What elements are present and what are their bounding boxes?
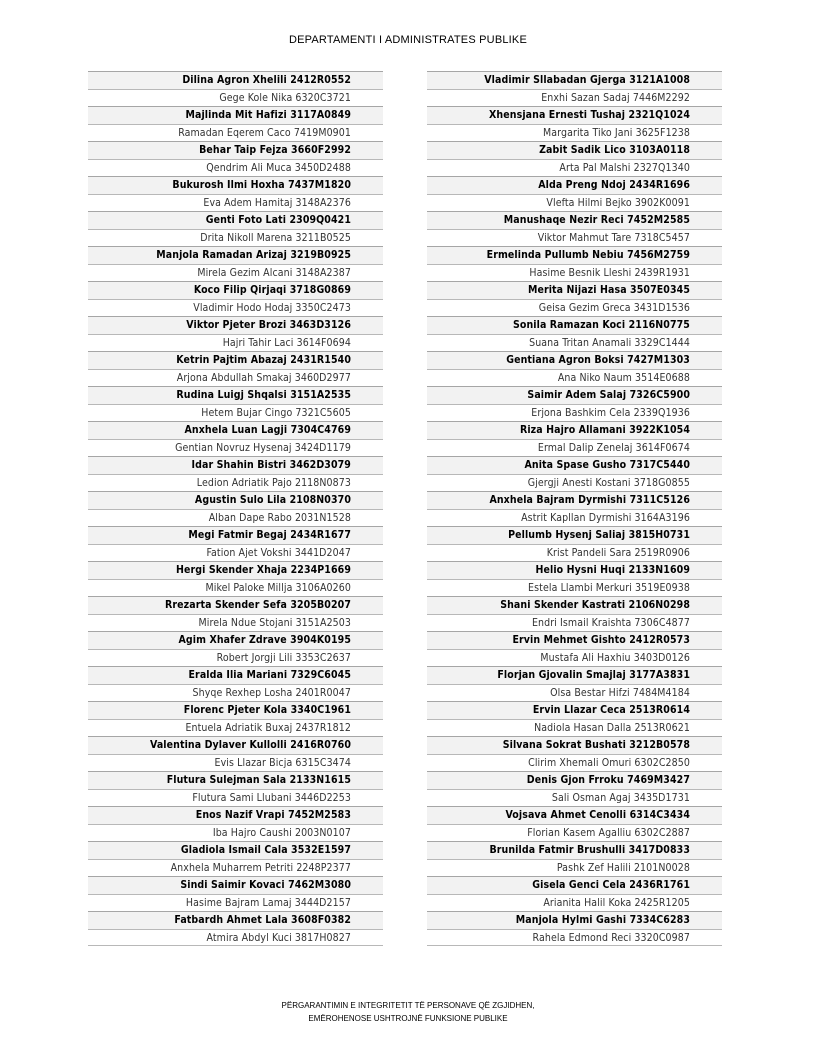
list-item: Arjona Abdullah Smakaj 3460D2977 — [88, 369, 383, 387]
list-item: Gladiola Ismail Cala 3532E1597 — [88, 841, 383, 859]
list-item: Florjan Gjovalin Smajlaj 3177A3831 — [427, 666, 722, 684]
list-item: Agustin Sulo Lila 2108N0370 — [88, 491, 383, 509]
list-item: Mustafa Ali Haxhiu 3403D0126 — [427, 649, 722, 667]
list-item: Estela Llambi Merkuri 3519E0938 — [427, 579, 722, 597]
list-item: Nadiola Hasan Dalla 2513R0621 — [427, 719, 722, 737]
list-item: Bukurosh Ilmi Hoxha 7437M1820 — [88, 176, 383, 194]
list-item: Koco Filip Qirjaqi 3718G0869 — [88, 281, 383, 299]
list-item: Ketrin Pajtim Abazaj 2431R1540 — [88, 351, 383, 369]
list-item: Fatbardh Ahmet Lala 3608F0382 — [88, 911, 383, 929]
list-item: Enos Nazif Vrapi 7452M2583 — [88, 806, 383, 824]
list-item: Hasime Bajram Lamaj 3444D2157 — [88, 894, 383, 912]
list-item: Hajri Tahir Laci 3614F0694 — [88, 334, 383, 352]
right-name-list — [427, 71, 722, 946]
list-item: Pellumb Hysenj Saliaj 3815H0731 — [427, 526, 722, 544]
list-item: Manushaqe Nezir Reci 7452M2585 — [427, 211, 722, 229]
list-item: Anxhela Muharrem Petriti 2248P2377 — [88, 859, 383, 877]
list-item: Astrit Kapllan Dyrmishi 3164A3196 — [427, 509, 722, 527]
list-item: Florian Kasem Agalliu 6302C2887 — [427, 824, 722, 842]
list-item: Viktor Mahmut Tare 7318C5457 — [427, 229, 722, 247]
list-item: Eralda Ilia Mariani 7329C6045 — [88, 666, 383, 684]
list-item: Geisa Gezim Greca 3431D1536 — [427, 299, 722, 317]
list-item: Ervin Llazar Ceca 2513R0614 — [427, 701, 722, 719]
list-item: Agim Xhafer Zdrave 3904K0195 — [88, 631, 383, 649]
list-item: Xhensjana Ernesti Tushaj 2321Q1024 — [427, 106, 722, 124]
list-item: Merita Nijazi Hasa 3507E0345 — [427, 281, 722, 299]
list-item: Behar Taip Fejza 3660F2992 — [88, 141, 383, 159]
list-item: Rudina Luigj Shqalsi 3151A2535 — [88, 386, 383, 404]
list-item: Manjola Ramadan Arizaj 3219B0925 — [88, 246, 383, 264]
list-item: Alda Preng Ndoj 2434R1696 — [427, 176, 722, 194]
list-item: Sali Osman Agaj 3435D1731 — [427, 789, 722, 807]
page-title: DEPARTAMENTI I ADMINISTRATES PUBLIKE — [288, 34, 528, 46]
list-item: Shyqe Rexhep Losha 2401R0047 — [88, 684, 383, 702]
list-item: Ermal Dalip Zenelaj 3614F0674 — [427, 439, 722, 457]
list-item: Iba Hajro Caushi 2003N0107 — [88, 824, 383, 842]
list-item: Erjona Bashkim Cela 2339Q1936 — [427, 404, 722, 422]
list-item: Suana Tritan Anamali 3329C1444 — [427, 334, 722, 352]
list-item: Genti Foto Lati 2309Q0421 — [88, 211, 383, 229]
list-item: Helio Hysni Huqi 2133N1609 — [427, 561, 722, 579]
list-item: Vladimir Sllabadan Gjerga 3121A1008 — [427, 71, 722, 89]
list-item: Gege Kole Nika 6320C3721 — [88, 89, 383, 107]
list-item: Qendrim Ali Muca 3450D2488 — [88, 159, 383, 177]
list-item: Riza Hajro Allamani 3922K1054 — [427, 421, 722, 439]
list-item: Shani Skender Kastrati 2106N0298 — [427, 596, 722, 614]
list-item: Krist Pandeli Sara 2519R0906 — [427, 544, 722, 562]
list-item: Gentiana Agron Boksi 7427M1303 — [427, 351, 722, 369]
list-item: Hergi Skender Xhaja 2234P1669 — [88, 561, 383, 579]
list-item: Ledion Adriatik Pajo 2118N0873 — [88, 474, 383, 492]
list-item: Gentian Novruz Hysenaj 3424D1179 — [88, 439, 383, 457]
list-item: Zabit Sadik Lico 3103A0118 — [427, 141, 722, 159]
list-item: Florenc Pjeter Kola 3340C1961 — [88, 701, 383, 719]
list-item: Vojsava Ahmet Cenolli 6314C3434 — [427, 806, 722, 824]
list-item: Idar Shahin Bistri 3462D3079 — [88, 456, 383, 474]
list-item: Mikel Paloke Millja 3106A0260 — [88, 579, 383, 597]
list-item: Arta Pal Malshi 2327Q1340 — [427, 159, 722, 177]
list-item: Robert Jorgji Lili 3353C2637 — [88, 649, 383, 667]
list-item: Pashk Zef Halili 2101N0028 — [427, 859, 722, 877]
list-item: Rrezarta Skender Sefa 3205B0207 — [88, 596, 383, 614]
footer-line-1: PËRGARANTIMIN E INTEGRITETIT TË PERSONAVE QË ZGJIDHEN, — [281, 1001, 535, 1010]
list-item: Ermelinda Pullumb Nebiu 7456M2759 — [427, 246, 722, 264]
list-item: Valentina Dylaver Kullolli 2416R0760 — [88, 736, 383, 754]
list-item: Megi Fatmir Begaj 2434R1677 — [88, 526, 383, 544]
list-item: Anxhela Luan Lagji 7304C4769 — [88, 421, 383, 439]
list-item: Atmira Abdyl Kuci 3817H0827 — [88, 929, 383, 947]
page-footer — [0, 999, 816, 1025]
list-item: Manjola Hylmi Gashi 7334C6283 — [427, 911, 722, 929]
list-item: Viktor Pjeter Brozi 3463D3126 — [88, 316, 383, 334]
list-item: Alban Dape Rabo 2031N1528 — [88, 509, 383, 527]
list-item: Drita Nikoll Marena 3211B0525 — [88, 229, 383, 247]
list-item: Rahela Edmond Reci 3320C0987 — [427, 929, 722, 947]
list-item: Sonila Ramazan Koci 2116N0775 — [427, 316, 722, 334]
list-item: Arianita Halil Koka 2425R1205 — [427, 894, 722, 912]
list-item: Ramadan Eqerem Caco 7419M0901 — [88, 124, 383, 142]
list-item: Flutura Sulejman Sala 2133N1615 — [88, 771, 383, 789]
list-item: Ana Niko Naum 3514E0688 — [427, 369, 722, 387]
list-item: Fation Ajet Vokshi 3441D2047 — [88, 544, 383, 562]
list-item: Denis Gjon Frroku 7469M3427 — [427, 771, 722, 789]
list-item: Margarita Tiko Jani 3625F1238 — [427, 124, 722, 142]
list-item: Gisela Genci Cela 2436R1761 — [427, 876, 722, 894]
list-item: Anxhela Bajram Dyrmishi 7311C5126 — [427, 491, 722, 509]
list-item: Olsa Bestar Hifzi 7484M4184 — [427, 684, 722, 702]
list-item: Saimir Adem Salaj 7326C5900 — [427, 386, 722, 404]
list-item: Mirela Gezim Alcani 3148A2387 — [88, 264, 383, 282]
list-item: Vladimir Hodo Hodaj 3350C2473 — [88, 299, 383, 317]
list-item: Hasime Besnik Lleshi 2439R1931 — [427, 264, 722, 282]
list-item: Clirim Xhemali Omuri 6302C2850 — [427, 754, 722, 772]
left-name-list — [88, 71, 383, 946]
list-item: Flutura Sami Llubani 3446D2253 — [88, 789, 383, 807]
list-item: Brunilda Fatmir Brushulli 3417D0833 — [427, 841, 722, 859]
list-item: Mirela Ndue Stojani 3151A2503 — [88, 614, 383, 632]
list-item: Enxhi Sazan Sadaj 7446M2292 — [427, 89, 722, 107]
list-item: Endri Ismail Kraishta 7306C4877 — [427, 614, 722, 632]
list-item: Evis Llazar Bicja 6315C3474 — [88, 754, 383, 772]
list-item: Gjergji Anesti Kostani 3718G0855 — [427, 474, 722, 492]
list-item: Silvana Sokrat Bushati 3212B0578 — [427, 736, 722, 754]
footer-line-2: EMËROHENOSE USHTROJNË FUNKSIONE PUBLIKE — [308, 1014, 508, 1023]
list-item: Eva Adem Hamitaj 3148A2376 — [88, 194, 383, 212]
list-item: Entuela Adriatik Buxaj 2437R1812 — [88, 719, 383, 737]
list-item: Sindi Saimir Kovaci 7462M3080 — [88, 876, 383, 894]
list-item: Majlinda Mit Hafizi 3117A0849 — [88, 106, 383, 124]
list-item: Vlefta Hilmi Bejko 3902K0091 — [427, 194, 722, 212]
list-item: Anita Spase Gusho 7317C5440 — [427, 456, 722, 474]
list-item: Ervin Mehmet Gishto 2412R0573 — [427, 631, 722, 649]
list-item: Hetem Bujar Cingo 7321C5605 — [88, 404, 383, 422]
list-item: Dilina Agron Xhelili 2412R0552 — [88, 71, 383, 89]
